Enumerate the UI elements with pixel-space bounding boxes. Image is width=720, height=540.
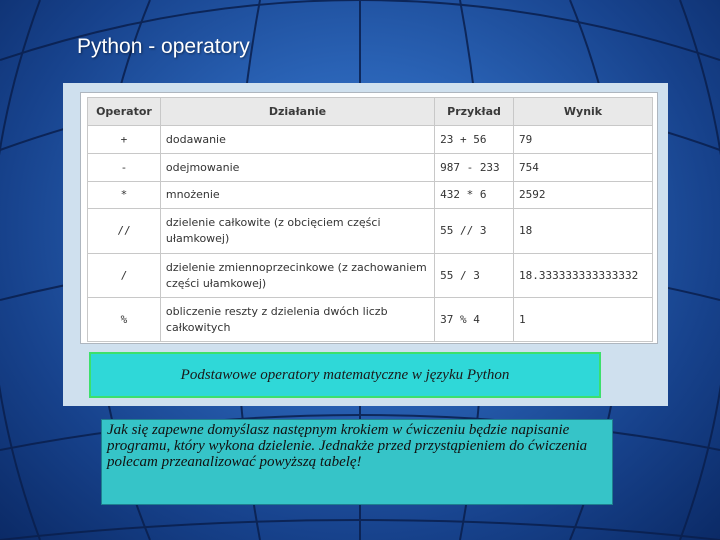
cell-action: dzielenie zmiennoprzecinkowe (z zachowaniem części ułamkowej) — [160, 254, 434, 298]
cell-result: 2592 — [514, 182, 653, 209]
cell-operator: / — [88, 254, 161, 298]
slide-title: Python - operatory — [77, 35, 250, 58]
cell-example: 987 - 233 — [435, 154, 514, 182]
table-row — [88, 126, 653, 154]
cell-example: 23 + 56 — [435, 126, 514, 154]
table-row — [88, 154, 653, 182]
cell-action: mnożenie — [160, 182, 434, 209]
note-box — [101, 419, 613, 505]
cell-operator: + — [88, 126, 161, 154]
header-operator: Operator — [88, 98, 161, 126]
table-row — [88, 254, 653, 298]
cell-operator: - — [88, 154, 161, 182]
cell-action: odejmowanie — [160, 154, 434, 182]
cell-example: 37 % 4 — [435, 298, 514, 342]
table-caption-box — [89, 352, 601, 398]
table-row — [88, 209, 653, 254]
table-header-row — [88, 98, 653, 126]
cell-example: 432 * 6 — [435, 182, 514, 209]
operators-table-container — [80, 92, 658, 344]
table-caption: Podstawowe operatory matematyczne w języku Python — [180, 366, 510, 383]
cell-result: 1 — [514, 298, 653, 342]
operators-table — [87, 97, 653, 342]
table-row — [88, 182, 653, 209]
cell-operator: % — [88, 298, 161, 342]
cell-result: 18 — [514, 209, 653, 254]
table-row — [88, 298, 653, 342]
header-action: Działanie — [160, 98, 434, 126]
cell-action: dodawanie — [160, 126, 434, 154]
cell-result: 79 — [514, 126, 653, 154]
note-text: Jak się zapewne domyślasz następnym krokiem w ćwiczeniu będzie napisanie programu, który wykona dzielenie. Jednakże przed przystąpieniem do ćwiczenia polecam przeanalizować powyższą tabelę! — [107, 422, 588, 470]
header-result: Wynik — [514, 98, 653, 126]
cell-example: 55 / 3 — [435, 254, 514, 298]
cell-action: obliczenie reszty z dzielenia dwóch liczb całkowitych — [160, 298, 434, 342]
header-example: Przykład — [435, 98, 514, 126]
cell-operator: // — [88, 209, 161, 254]
cell-action: dzielenie całkowite (z obcięciem części ułamkowej) — [160, 209, 434, 254]
cell-result: 754 — [514, 154, 653, 182]
cell-operator: * — [88, 182, 161, 209]
cell-example: 55 // 3 — [435, 209, 514, 254]
cell-result: 18.333333333333332 — [514, 254, 653, 298]
